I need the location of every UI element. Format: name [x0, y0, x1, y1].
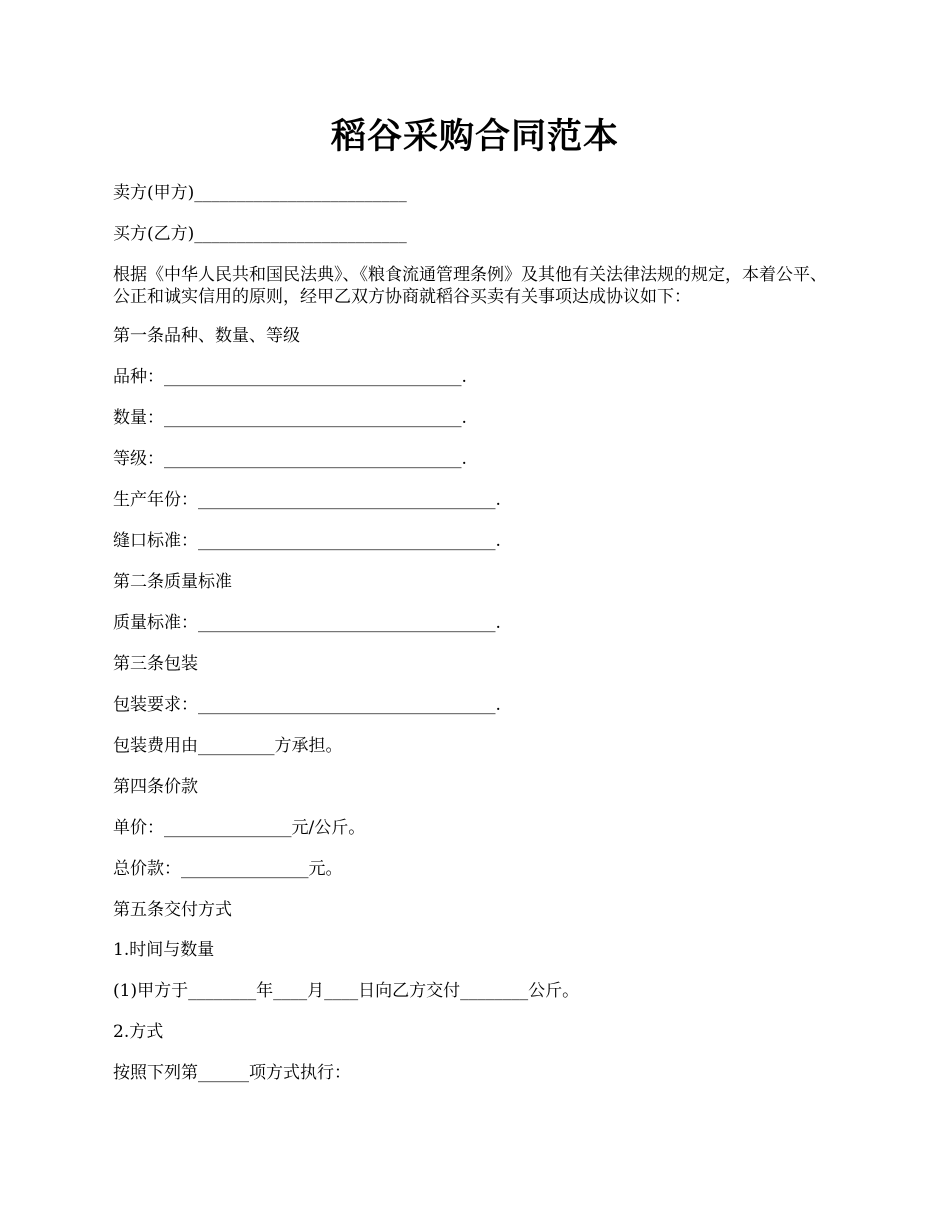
total-price-line: 总价款：_______________元。	[113, 859, 343, 879]
intro-paragraph: 根据《中华人民共和国民法典》、《粮食流通管理条例》及其他有关法律法规的规定，本着公平、公正和诚实信用的原则，经甲乙双方协商就稻谷买卖有关事项达成协议如下：	[113, 265, 827, 307]
packaging-requirement-line: 包装要求：___________________________________.	[113, 695, 501, 715]
delivery-item-1: (1)甲方于________年____月____日向乙方交付________公斤。	[113, 981, 580, 1001]
seller-line: 卖方(甲方)_________________________	[113, 183, 407, 203]
article2-heading: 第二条质量标准	[113, 572, 232, 592]
buyer-line: 买方(乙方)_________________________	[113, 224, 407, 244]
packaging-cost-line: 包装费用由_________方承担。	[113, 736, 343, 756]
method-item-line: 按照下列第______项方式执行：	[113, 1063, 351, 1083]
time-quantity-subheading: 1.时间与数量	[113, 940, 215, 960]
article5-heading: 第五条交付方式	[113, 900, 232, 920]
variety-line: 品种：___________________________________.	[113, 367, 467, 387]
unit-price-line: 单价：_______________元/公斤。	[113, 818, 366, 838]
document-title: 稻谷采购合同范本	[330, 116, 619, 157]
method-subheading: 2.方式	[113, 1022, 164, 1042]
quality-standard-line: 质量标准：___________________________________.	[113, 613, 501, 633]
quantity-line: 数量：___________________________________.	[113, 408, 467, 428]
article3-heading: 第三条包装	[113, 654, 198, 674]
article1-heading: 第一条品种、数量、等级	[113, 326, 300, 346]
production-year-line: 生产年份：___________________________________.	[113, 490, 501, 510]
grade-line: 等级：___________________________________.	[113, 449, 467, 469]
article4-heading: 第四条价款	[113, 777, 198, 797]
seam-standard-line: 缝口标准：___________________________________.	[113, 531, 501, 551]
